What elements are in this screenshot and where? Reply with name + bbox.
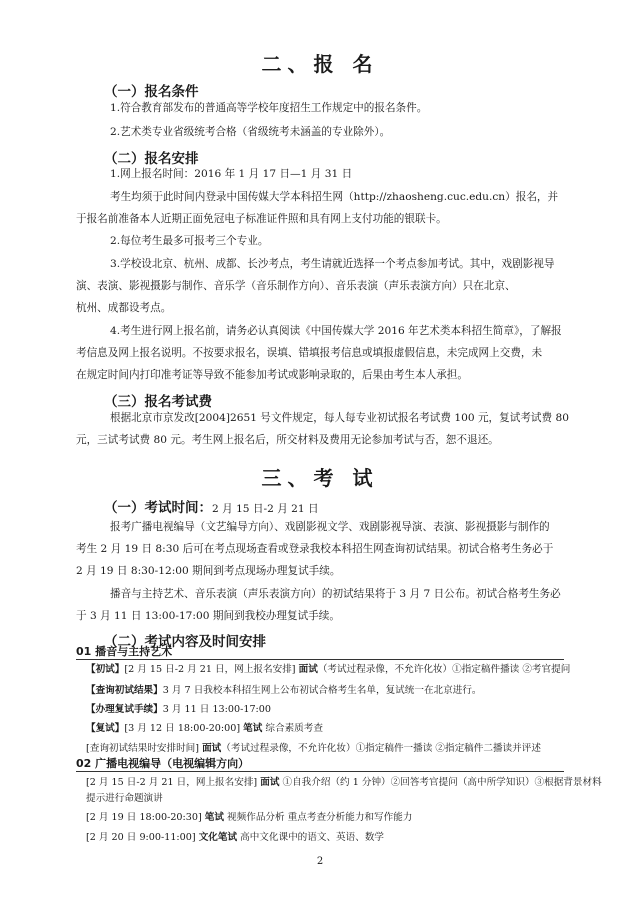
paragraph-line: 在规定时间内打印准考证等导致不能参加考试或影响录取的，后果由考生本人承担。: [76, 369, 468, 381]
row-label: 【查询初试结果】: [86, 685, 163, 696]
row-date: [3 月 12 日 18:00-20:00]: [124, 723, 241, 734]
row-keyword: 面试: [298, 664, 318, 675]
row-keyword: 面试: [202, 743, 222, 754]
paragraph-line: 杭州、成都设考点。: [76, 302, 172, 314]
paragraph-line: 考生均须于此时间内登录中国传媒大学本科招生网（http://zhaosheng.cuc.edu.cn）报名，并: [110, 191, 559, 203]
schedule-row: [86, 810, 412, 826]
row-text: 综合素质考查: [265, 723, 323, 734]
row-text: ①自我介绍（约 1 分钟）②回答考官提问（高中所学知识）③根据背景材料: [282, 777, 602, 788]
row-label: 【办理复试手续】: [86, 704, 163, 715]
row-keyword: 笔试: [204, 812, 224, 823]
paragraph-line: 报考广播电视编导（文艺编导方向）、戏剧影视文学、戏剧影视导演、表演、影视摄影与制作的: [110, 521, 550, 533]
row-keyword: 面试: [260, 777, 280, 788]
row-date: [2 月 19 日 18:00-20:30]: [86, 812, 202, 823]
paragraph-line: 1.符合教育部发布的普通高等学校年度招生工作规定中的报名条件。: [110, 102, 428, 114]
paragraph-line: 元，三试考试费 80 元。考生网上报名后，所交材料及费用无论参加考试与否，恕不退还。: [76, 434, 499, 446]
paragraph-line: 2.每位考生最多可报考三个专业。: [110, 235, 269, 247]
schedule-row: [86, 830, 384, 846]
row-date: [2 月 15 日-2 月 21 日，网上报名安排]: [86, 777, 258, 788]
paragraph-line: 演、表演、影视摄影与制作、音乐学（音乐制作方向）、音乐表演（声乐表演方向）只在北京、: [76, 280, 516, 292]
schedule-row: [86, 775, 602, 791]
paragraph-line: 播音与主持艺术、音乐表演（声乐表演方向）的初试结果将于 3 月 7 日公布。初试合格考生务必: [110, 588, 561, 600]
paragraph-line: 1.网上报名时间：2016 年 1 月 17 日—1 月 31 日: [110, 168, 353, 180]
schedule-row: [86, 702, 271, 718]
row-label: 【复试】: [86, 723, 125, 734]
row-date: [2 月 20 日 9:00-11:00]: [86, 832, 196, 843]
row-date: [2 月 15 日-2 月 21 日，网上报名安排]: [124, 664, 296, 675]
major-2-title: 02 广播电视编导（电视编辑方向）: [76, 757, 250, 770]
major-1-title: 01 播音与主持艺术: [76, 645, 173, 658]
row-date: [查询初试结果时安排时间]: [86, 743, 200, 754]
paragraph-line: 于报名前准备本人近期正面免冠电子标准证件照和具有网上支付功能的银联卡。: [76, 213, 447, 225]
paragraph-line: 2 月 19 日 8:30-12:00 期间到考点现场办理复试手续。: [76, 565, 341, 577]
page-number: 2: [316, 856, 324, 867]
schedule-row: [86, 683, 482, 699]
section-3-title: 三、考 试: [261, 466, 379, 490]
paragraph-line: 3.学校设北京、杭州、成都、长沙考点，考生请就近选择一个考点参加考试。其中，戏剧影视导: [110, 258, 555, 270]
row-text: （考试过程录像，不允许化妆）①指定稿件一播读 ②指定稿件二播读并评述: [221, 743, 541, 754]
exam-time-heading: [104, 496, 319, 519]
paragraph-line: 考信息及网上报名说明。不按要求报名，误填、错填报考信息或填报虚假信息，未完成网上交费，未: [76, 347, 543, 359]
row-keyword: 文化笔试: [198, 832, 238, 843]
section-2-title: 二、报 名: [261, 52, 379, 76]
divider: [76, 771, 564, 772]
sub-heading-requirements: （一）报名条件: [104, 84, 199, 100]
exam-time-dates: 2 月 15 日-2 月 21 日: [212, 503, 319, 515]
row-label: 【初试】: [86, 664, 125, 675]
row-text: 3 月 11 日 13:00-17:00: [162, 704, 271, 715]
schedule-row: [86, 721, 323, 737]
paragraph-line: 2.艺术类专业省级统考合格（省级统考未涵盖的专业除外）。: [110, 126, 391, 138]
row-text: 视频作品分析 重点考查分析能力和写作能力: [227, 812, 413, 823]
sub-heading-exam-content: （二）考试内容及时间安排: [104, 634, 266, 650]
paragraph-line: 考生 2 月 19 日 8:30 后可在考点现场查看或登录我校本科招生网查询初试结果。初试合格考生务必于: [76, 543, 554, 555]
divider: [76, 659, 564, 660]
paragraph-line: 根据北京市京发改[2004]2651 号文件规定，每人每专业初试报名考试费 100 元，复试考试费 80: [110, 412, 569, 424]
exam-time-label: （一）考试时间：: [104, 500, 212, 516]
sub-heading-arrangement: （二）报名安排: [104, 151, 199, 167]
paragraph-line: 4.考生进行网上报名前，请务必认真阅读《中国传媒大学 2016 年艺术类本科招生简章》，了解报: [110, 325, 562, 337]
schedule-row: [86, 662, 570, 678]
row-text: 3 月 7 日我校本科招生网上公布初试合格考生名单，复试统一在北京进行。: [162, 685, 482, 696]
row-text: 提示进行命题演讲: [86, 793, 163, 804]
sub-heading-fees: （三）报名考试费: [104, 394, 212, 410]
row-text: 高中文化课中的语文、英语、数学: [240, 832, 385, 843]
paragraph-line: 于 3 月 11 日 13:00-17:00 期间到我校办理复试手续。: [76, 610, 340, 622]
schedule-row: [86, 791, 163, 807]
row-keyword: 笔试: [243, 723, 263, 734]
row-text: （考试过程录像，不允许化妆）①指定稿件播读 ②考官提问: [317, 664, 571, 675]
